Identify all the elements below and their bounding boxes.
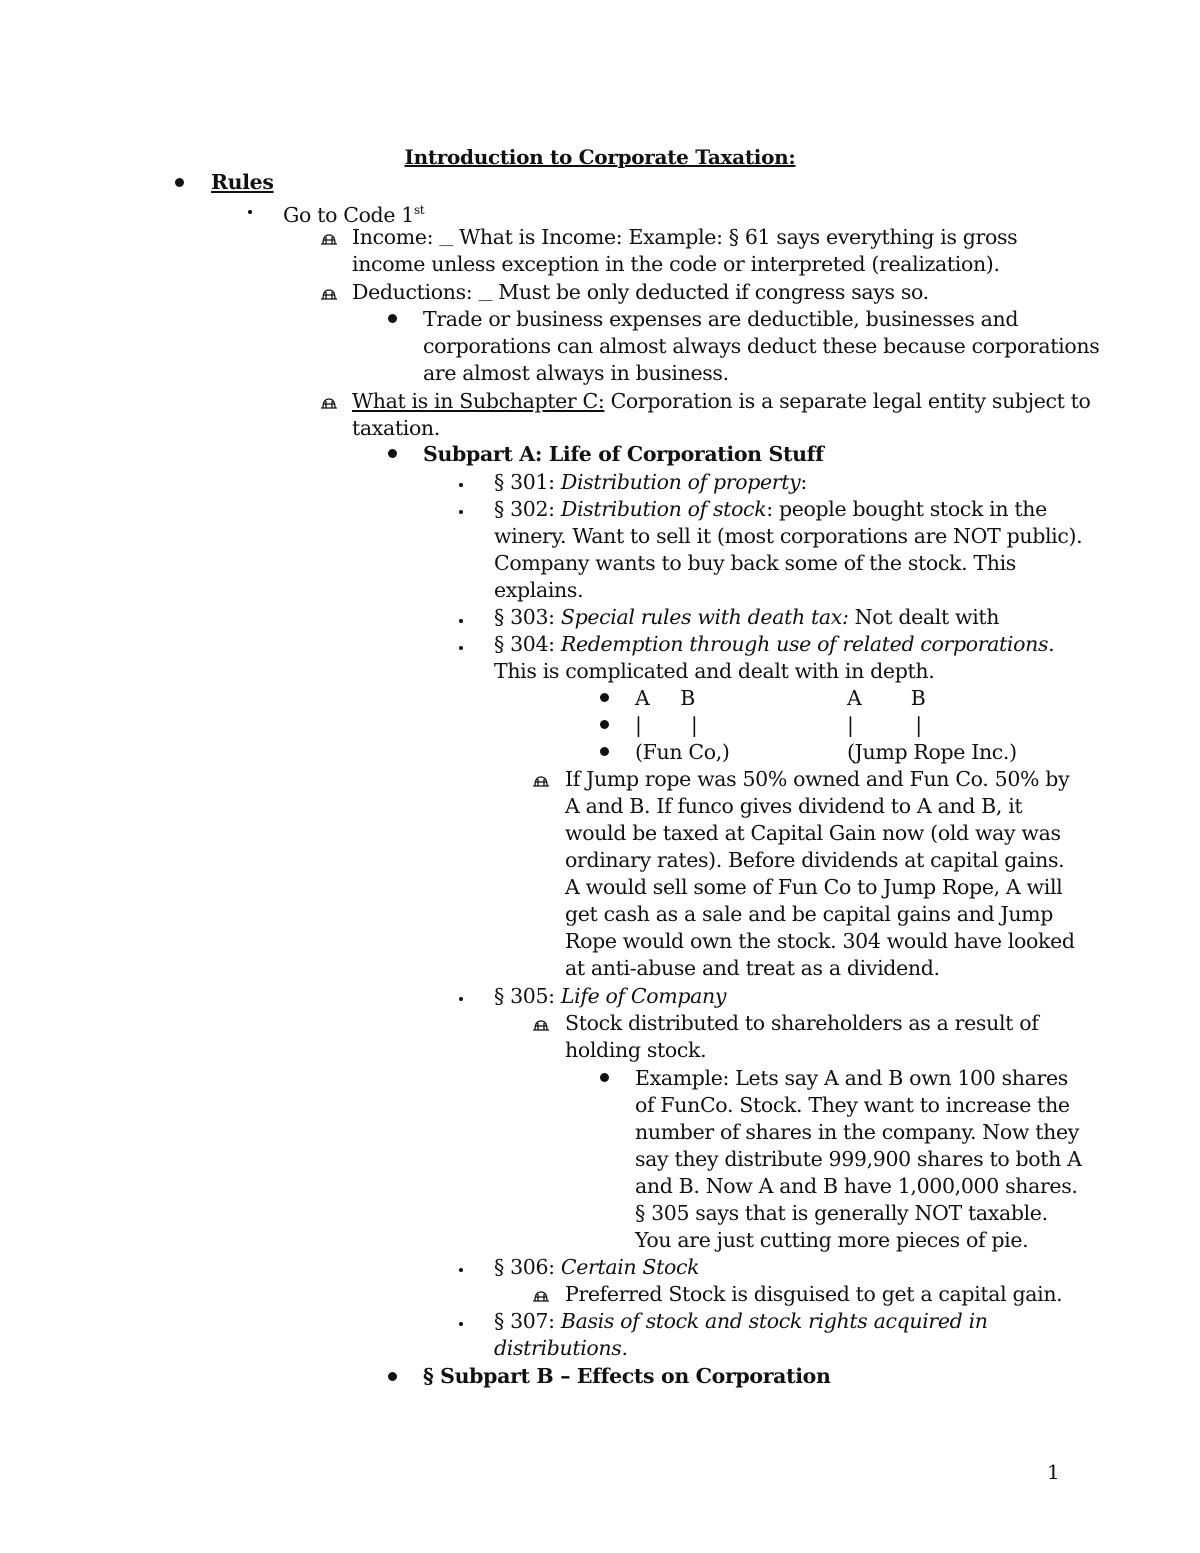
s303-line	[494, 604, 999, 631]
s305-line	[494, 983, 726, 1010]
leaf-icon: ⸏	[439, 232, 453, 248]
bullet-icon	[388, 314, 397, 323]
trade-text-1: Trade or business expenses are deductible, businesses and	[423, 307, 1019, 331]
hat-bullet-icon	[530, 1288, 552, 1304]
jump-text-7: Rope would own the stock. 304 would have looked	[565, 929, 1075, 953]
example-text-6: § 305 says that is generally NOT taxable.	[635, 1201, 1048, 1225]
hat-bullet-icon	[530, 773, 552, 789]
subpart-a-heading: Subpart A: Life of Corporation Stuff	[423, 442, 824, 466]
jump-text-6: get cash as a sale and be capital gains and Jump	[565, 902, 1054, 926]
income-text-2: income unless exception in the code or interpreted (realization).	[352, 252, 1000, 276]
s303-text: Not dealt with	[848, 605, 1000, 629]
s301-line	[494, 469, 807, 496]
jump-text-5: A would sell some of Fun Co to Jump Rope, A will	[565, 875, 1063, 899]
s304-num: § 304:	[494, 632, 561, 656]
diagram-row1-right: A B	[847, 686, 926, 710]
hat-bullet-icon	[530, 1017, 552, 1033]
income-line	[352, 224, 1017, 254]
example-text-7: You are just cutting more pieces of pie.	[635, 1228, 1029, 1252]
diagram-row2-right: | |	[847, 713, 922, 737]
small-bullet-icon	[459, 1268, 463, 1272]
code-first-sup: st	[413, 203, 425, 217]
example-text-4: say they distribute 999,900 shares to both A	[635, 1147, 1082, 1171]
s302-text-4: explains.	[494, 578, 584, 602]
s307-title-2: distributions	[494, 1336, 622, 1360]
s301-title: Distribution of property	[560, 470, 801, 494]
s304-text-2: This is complicated and dealt with in depth.	[494, 659, 935, 683]
subchapter-text-2: taxation.	[352, 416, 440, 440]
jump-text-3: would be taxed at Capital Gain now (old way was	[565, 821, 1061, 845]
s304-text-1: .	[1048, 632, 1055, 656]
jump-text-2: A and B. If funco gives dividend to A and B, it	[565, 794, 1023, 818]
small-bullet-icon	[459, 1322, 463, 1326]
bullet-icon	[600, 747, 609, 756]
example-text-1: Example: Lets say A and B own 100 shares	[635, 1066, 1068, 1090]
diagram-row3-left: (Fun Co,)	[635, 740, 730, 764]
s305-title: Life of Company	[560, 984, 727, 1008]
s303-num: § 303:	[494, 605, 561, 629]
s306-num: § 306:	[494, 1255, 561, 1279]
code-first-text: Go to Code 1	[283, 202, 414, 227]
s305-stock-1: Stock distributed to shareholders as a result of	[565, 1011, 1039, 1035]
trade-text-3: are almost always in business.	[423, 361, 729, 385]
s301-num: § 301:	[494, 470, 561, 494]
subchapter-line	[352, 388, 1091, 415]
bullet-icon	[388, 449, 397, 458]
s301-tail: :	[800, 470, 807, 494]
bullet-icon	[600, 693, 609, 702]
trade-text-2: corporations can almost always deduct these because corporations	[423, 334, 1100, 358]
small-bullet-icon	[459, 510, 463, 514]
s305-num: § 305:	[494, 984, 561, 1008]
s307-num: § 307:	[494, 1309, 561, 1333]
small-bullet-icon	[459, 646, 463, 650]
small-bullet-icon	[459, 483, 463, 487]
s307-line	[494, 1308, 988, 1335]
jump-text-8: at anti-abuse and treat as a dividend.	[565, 956, 940, 980]
example-text-2: of FunCo. Stock. They want to increase the	[635, 1093, 1070, 1117]
s303-title: Special rules with death tax:	[560, 605, 849, 629]
subchapter-text-1: Corporation is a separate legal entity subject to	[604, 389, 1091, 413]
hat-bullet-icon	[318, 231, 340, 247]
deductions-line	[352, 279, 929, 309]
s307-tail: .	[621, 1336, 628, 1360]
deductions-label: Deductions:	[352, 280, 473, 304]
leaf-icon: ⸏	[478, 287, 493, 303]
s306-title: Certain Stock	[560, 1255, 700, 1279]
example-text-5: and B. Now A and B have 1,000,000 shares.	[635, 1174, 1078, 1198]
small-bullet-icon	[459, 619, 463, 623]
s302-text-1: : people bought stock in the	[766, 497, 1047, 521]
s302-text-3: Company wants to buy back some of the stock. This	[494, 551, 1016, 575]
bullet-icon	[600, 1073, 609, 1082]
diagram-row3-right: (Jump Rope Inc.)	[847, 740, 1017, 764]
rules-heading: Rules	[211, 170, 274, 194]
hat-bullet-icon	[318, 395, 340, 411]
s302-line	[494, 496, 1047, 523]
s305-stock-2: holding stock.	[565, 1038, 707, 1062]
small-bullet-icon	[248, 210, 252, 214]
income-label: Income:	[352, 225, 434, 249]
hat-bullet-icon	[318, 286, 340, 302]
jump-text-1: If Jump rope was 50% owned and Fun Co. 50% by	[565, 767, 1070, 791]
income-text-1: What is Income: Example: § 61 says everything is gross	[459, 225, 1018, 249]
bullet-icon	[600, 720, 609, 729]
s302-title: Distribution of stock	[560, 497, 767, 521]
s306-line	[494, 1254, 699, 1281]
s302-text-2: winery. Want to sell it (most corporations are NOT public).	[494, 524, 1083, 548]
subpart-b-heading: § Subpart B – Effects on Corporation	[423, 1364, 831, 1388]
s304-line	[494, 631, 1054, 658]
bullet-icon	[175, 178, 184, 187]
diagram-row1-left: A B	[635, 686, 696, 710]
s307-line-2	[494, 1335, 628, 1362]
bullet-icon	[388, 1372, 397, 1381]
s306-text: Preferred Stock is disguised to get a capital gain.	[565, 1282, 1063, 1306]
s302-num: § 302:	[494, 497, 561, 521]
page-number: 1	[1047, 1460, 1060, 1484]
example-text-3: number of shares in the company. Now they	[635, 1120, 1079, 1144]
diagram-row2-left: | |	[635, 713, 698, 737]
s307-title-1: Basis of stock and stock rights acquired in	[560, 1309, 988, 1333]
s304-title: Redemption through use of related corporations	[560, 632, 1049, 656]
small-bullet-icon	[459, 997, 463, 1001]
deductions-text: Must be only deducted if congress says so.	[498, 280, 929, 304]
subchapter-label: What is in Subchapter C:	[352, 389, 605, 413]
jump-text-4: ordinary rates). Before dividends at capital gains.	[565, 848, 1065, 872]
document-title: Introduction to Corporate Taxation:	[404, 145, 796, 169]
